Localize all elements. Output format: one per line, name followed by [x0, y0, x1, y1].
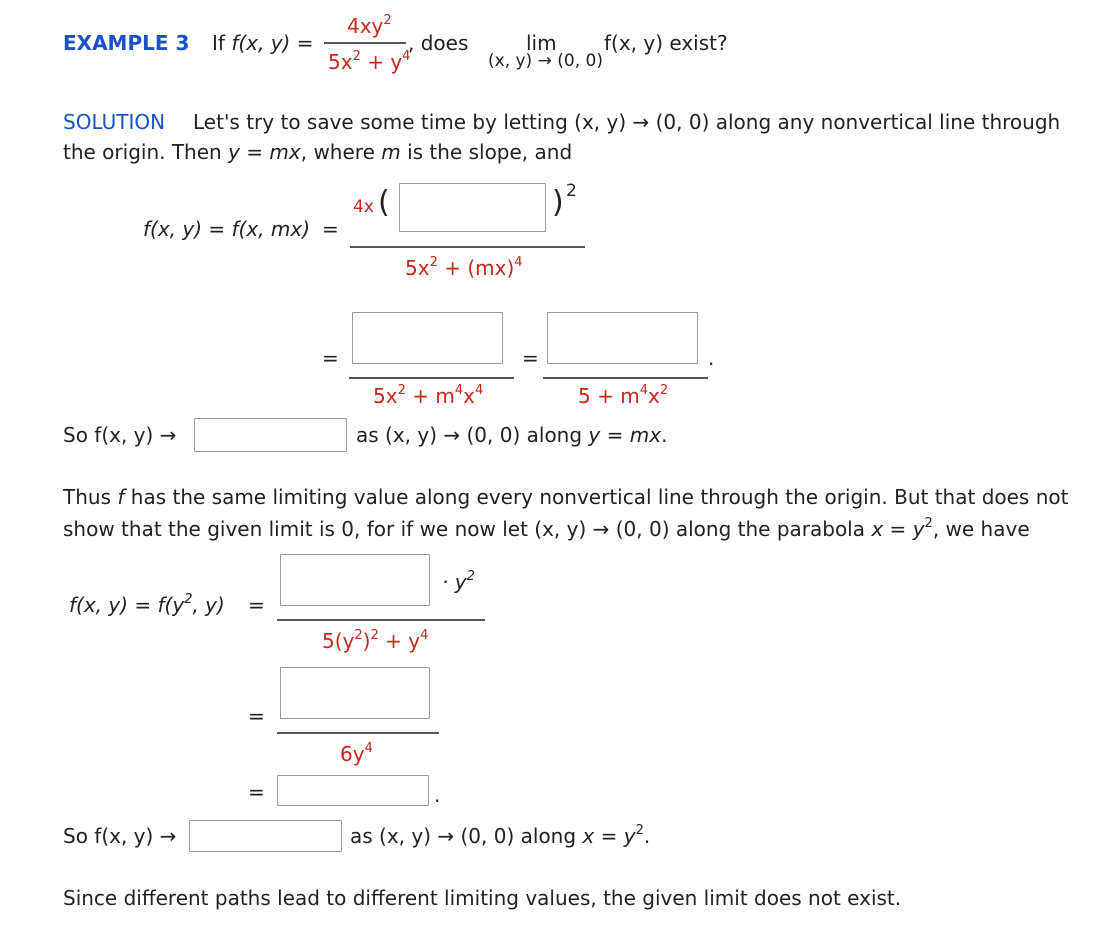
simplified-numerator-input[interactable] — [352, 312, 503, 364]
line-numerator-input[interactable] — [399, 183, 546, 232]
example-label: EXAMPLE 3 — [63, 31, 190, 55]
right-paren: ) — [552, 185, 564, 220]
line-fraction-bar — [350, 246, 585, 248]
conclusion-text: Since different paths lead to different limiting values, the given limit does not exist. — [63, 886, 902, 910]
solution-line-1: Let's try to save some time by letting (x, y) → (0, 0) along any nonvertical line through — [193, 110, 1061, 134]
numerator-exponent: 2 — [566, 181, 577, 201]
so-label-2: So f(x, y) → — [63, 824, 177, 848]
parabola-denominator-2: $6y^4$ — [340, 741, 373, 766]
simplified-denominator: $5x^2 + m^4x^4$ — [373, 383, 484, 408]
equals-sign: = — [248, 704, 265, 728]
so-label: So f(x, y) → — [63, 423, 177, 447]
parabola-fraction-bar-2 — [277, 732, 439, 734]
thus-line-1: Thus f has the same limiting value along every nonvertical line through the origin. But that does not — [63, 485, 1069, 509]
lim-subscript: (x, y) → (0, 0) — [488, 51, 603, 71]
header-denominator: $5x^2 + y^4$ — [328, 49, 411, 74]
parabola-fraction-bar — [277, 619, 485, 621]
line-limit-tail: as (x, y) → (0, 0) along y = mx. — [356, 423, 668, 447]
equals-sign: = — [522, 346, 539, 370]
parabola-limit-input[interactable] — [189, 820, 342, 852]
equals-sign: = — [248, 593, 265, 617]
parabola-value-input[interactable] — [277, 775, 429, 806]
line-path-lhs: f(x, y) = f(x, mx) — [143, 217, 311, 241]
parabola-denominator: $5(y^2)^2 + y^4$ — [322, 628, 429, 653]
simplified-denominator-2: $5 + m^4x^2$ — [578, 383, 669, 408]
header-numerator: $4xy^2$ — [347, 13, 392, 38]
simplified-fraction-bar-2 — [543, 377, 708, 379]
header-fraction-bar — [324, 42, 406, 44]
parabola-numerator-input[interactable] — [280, 554, 430, 606]
if-text: If f(x, y) = — [212, 31, 314, 55]
parabola-path-lhs: f(x, $y) = f(y^2$, y) — [69, 592, 225, 617]
simplified-fraction-bar — [349, 377, 514, 379]
thus-line-2: show that the given limit is 0, for if we now let (x, y) → (0, 0) along the parabola $x = y^2$, we have — [63, 516, 1030, 541]
parabola-limit-tail: as (x, y) → (0, 0) along $x = y^2$. — [350, 823, 651, 848]
line-limit-input[interactable] — [194, 418, 347, 452]
dot-y-squared: · $y^2$ — [442, 569, 475, 594]
lim-text: lim — [526, 31, 557, 55]
equals-sign: = — [248, 780, 265, 804]
exist-question: f(x, y) exist? — [604, 31, 728, 55]
solution-line-2: the origin. Then y = mx, where m is the slope, and — [63, 140, 573, 164]
period: . — [434, 783, 441, 807]
equals-sign: = — [322, 217, 339, 241]
does-text: , does — [408, 31, 469, 55]
equals-sign: = — [322, 346, 339, 370]
solution-label: SOLUTION — [63, 110, 166, 134]
numerator-prefix: 4x — [353, 197, 374, 217]
period: . — [708, 346, 715, 370]
parabola-numerator-input-2[interactable] — [280, 667, 430, 719]
line-denominator: $5x^2 + (mx)^4$ — [405, 255, 523, 280]
simplified-numerator-input-2[interactable] — [547, 312, 698, 364]
left-paren: ( — [378, 185, 390, 220]
